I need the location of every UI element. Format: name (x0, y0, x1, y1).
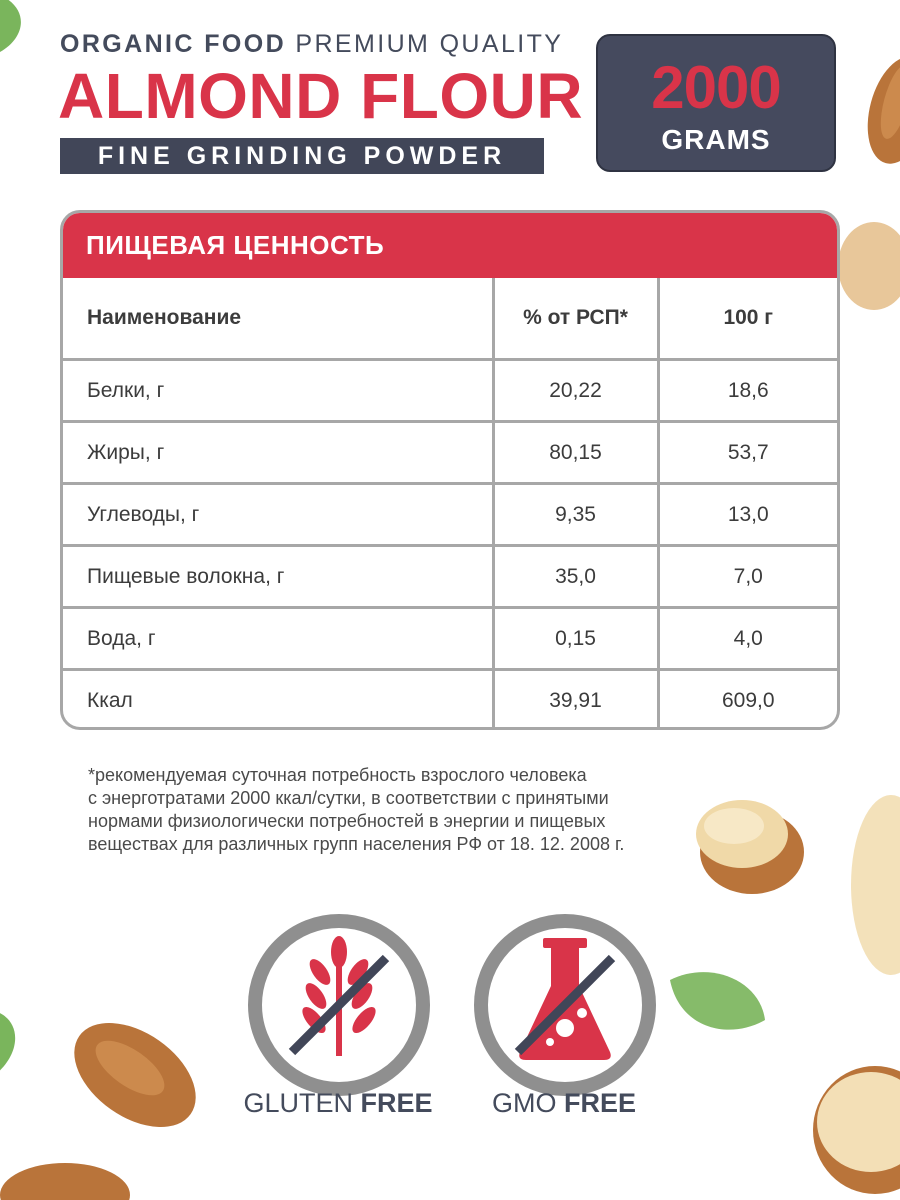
table-row (63, 360, 837, 422)
nutrient-per100: 13,0 (658, 484, 837, 546)
footnote-line: *рекомендуемая суточная потребность взрослого человека (88, 765, 587, 785)
nutrient-per100: 7,0 (658, 546, 837, 608)
weight-amount: 2000 (651, 54, 781, 121)
footnote-line: нормами физиологически потребностей в энергии и пищевых (88, 811, 606, 831)
nutrition-title: ПИЩЕВАЯ ЦЕННОСТЬ (86, 230, 385, 260)
hazelnut-icon (805, 1050, 900, 1200)
header-tagline (60, 30, 563, 59)
nutrient-pct: 0,15 (493, 608, 658, 670)
nutrient-name: Жиры, г (63, 422, 493, 484)
footnote-line: веществах для различных групп населения РФ от 18. 12. 2008 г. (88, 834, 625, 854)
footnote-line: с энерготратами 2000 ккал/сутки, в соответствии с принятыми (88, 788, 609, 808)
column-header-pct: % от РСП* (493, 278, 658, 360)
leaf-icon (0, 0, 40, 60)
gluten-free-label (218, 1088, 458, 1119)
gmo-free-word: FREE (564, 1088, 637, 1118)
table-row (63, 546, 837, 608)
product-subtitle: FINE GRINDING POWDER (60, 138, 544, 174)
nutrient-per100: 18,6 (658, 360, 837, 422)
nutrition-table (63, 278, 837, 730)
column-header-name: Наименование (63, 278, 493, 360)
footnote (88, 764, 728, 856)
nutrient-pct: 39,91 (493, 670, 658, 731)
nutrient-per100: 4,0 (658, 608, 837, 670)
nutrient-per100: 609,0 (658, 670, 837, 731)
nutrient-name: Белки, г (63, 360, 493, 422)
nutrition-header (60, 210, 840, 278)
nutrient-pct: 20,22 (493, 360, 658, 422)
table-row (63, 484, 837, 546)
gluten-free-word: FREE (360, 1088, 433, 1118)
nutrient-name: Пищевые волокна, г (63, 546, 493, 608)
nutrient-pct: 80,15 (493, 422, 658, 484)
tagline-bold: ORGANIC FOOD (60, 30, 287, 58)
column-header-per100: 100 г (658, 278, 837, 360)
almond-icon (862, 50, 900, 170)
gmo-free-label (444, 1088, 684, 1119)
gmo-word: GMO (491, 1088, 557, 1118)
nutrient-name: Углеводы, г (63, 484, 493, 546)
no-wheat-icon (244, 910, 434, 1100)
nutrition-panel (60, 210, 840, 730)
weight-unit: GRAMS (661, 124, 771, 155)
nutrient-name: Вода, г (63, 608, 493, 670)
table-row (63, 422, 837, 484)
no-flask-icon (470, 910, 660, 1100)
nutrient-name: Ккал (63, 670, 493, 731)
nut-icon (846, 790, 900, 980)
table-header-row (63, 278, 837, 360)
leaf-icon (660, 960, 770, 1050)
nut-icon (834, 216, 900, 316)
almond-icon (60, 1010, 210, 1140)
gluten-word: GLUTEN (243, 1088, 353, 1118)
almond-icon (0, 1150, 130, 1200)
nutrient-pct: 9,35 (493, 484, 658, 546)
weight-badge (596, 34, 836, 172)
nutrient-per100: 53,7 (658, 422, 837, 484)
nutrient-pct: 35,0 (493, 546, 658, 608)
tagline-rest: PREMIUM QUALITY (295, 30, 564, 58)
leaf-icon (0, 1000, 30, 1080)
table-row (63, 670, 837, 731)
table-row (63, 608, 837, 670)
product-title: ALMOND FLOUR (58, 60, 584, 132)
